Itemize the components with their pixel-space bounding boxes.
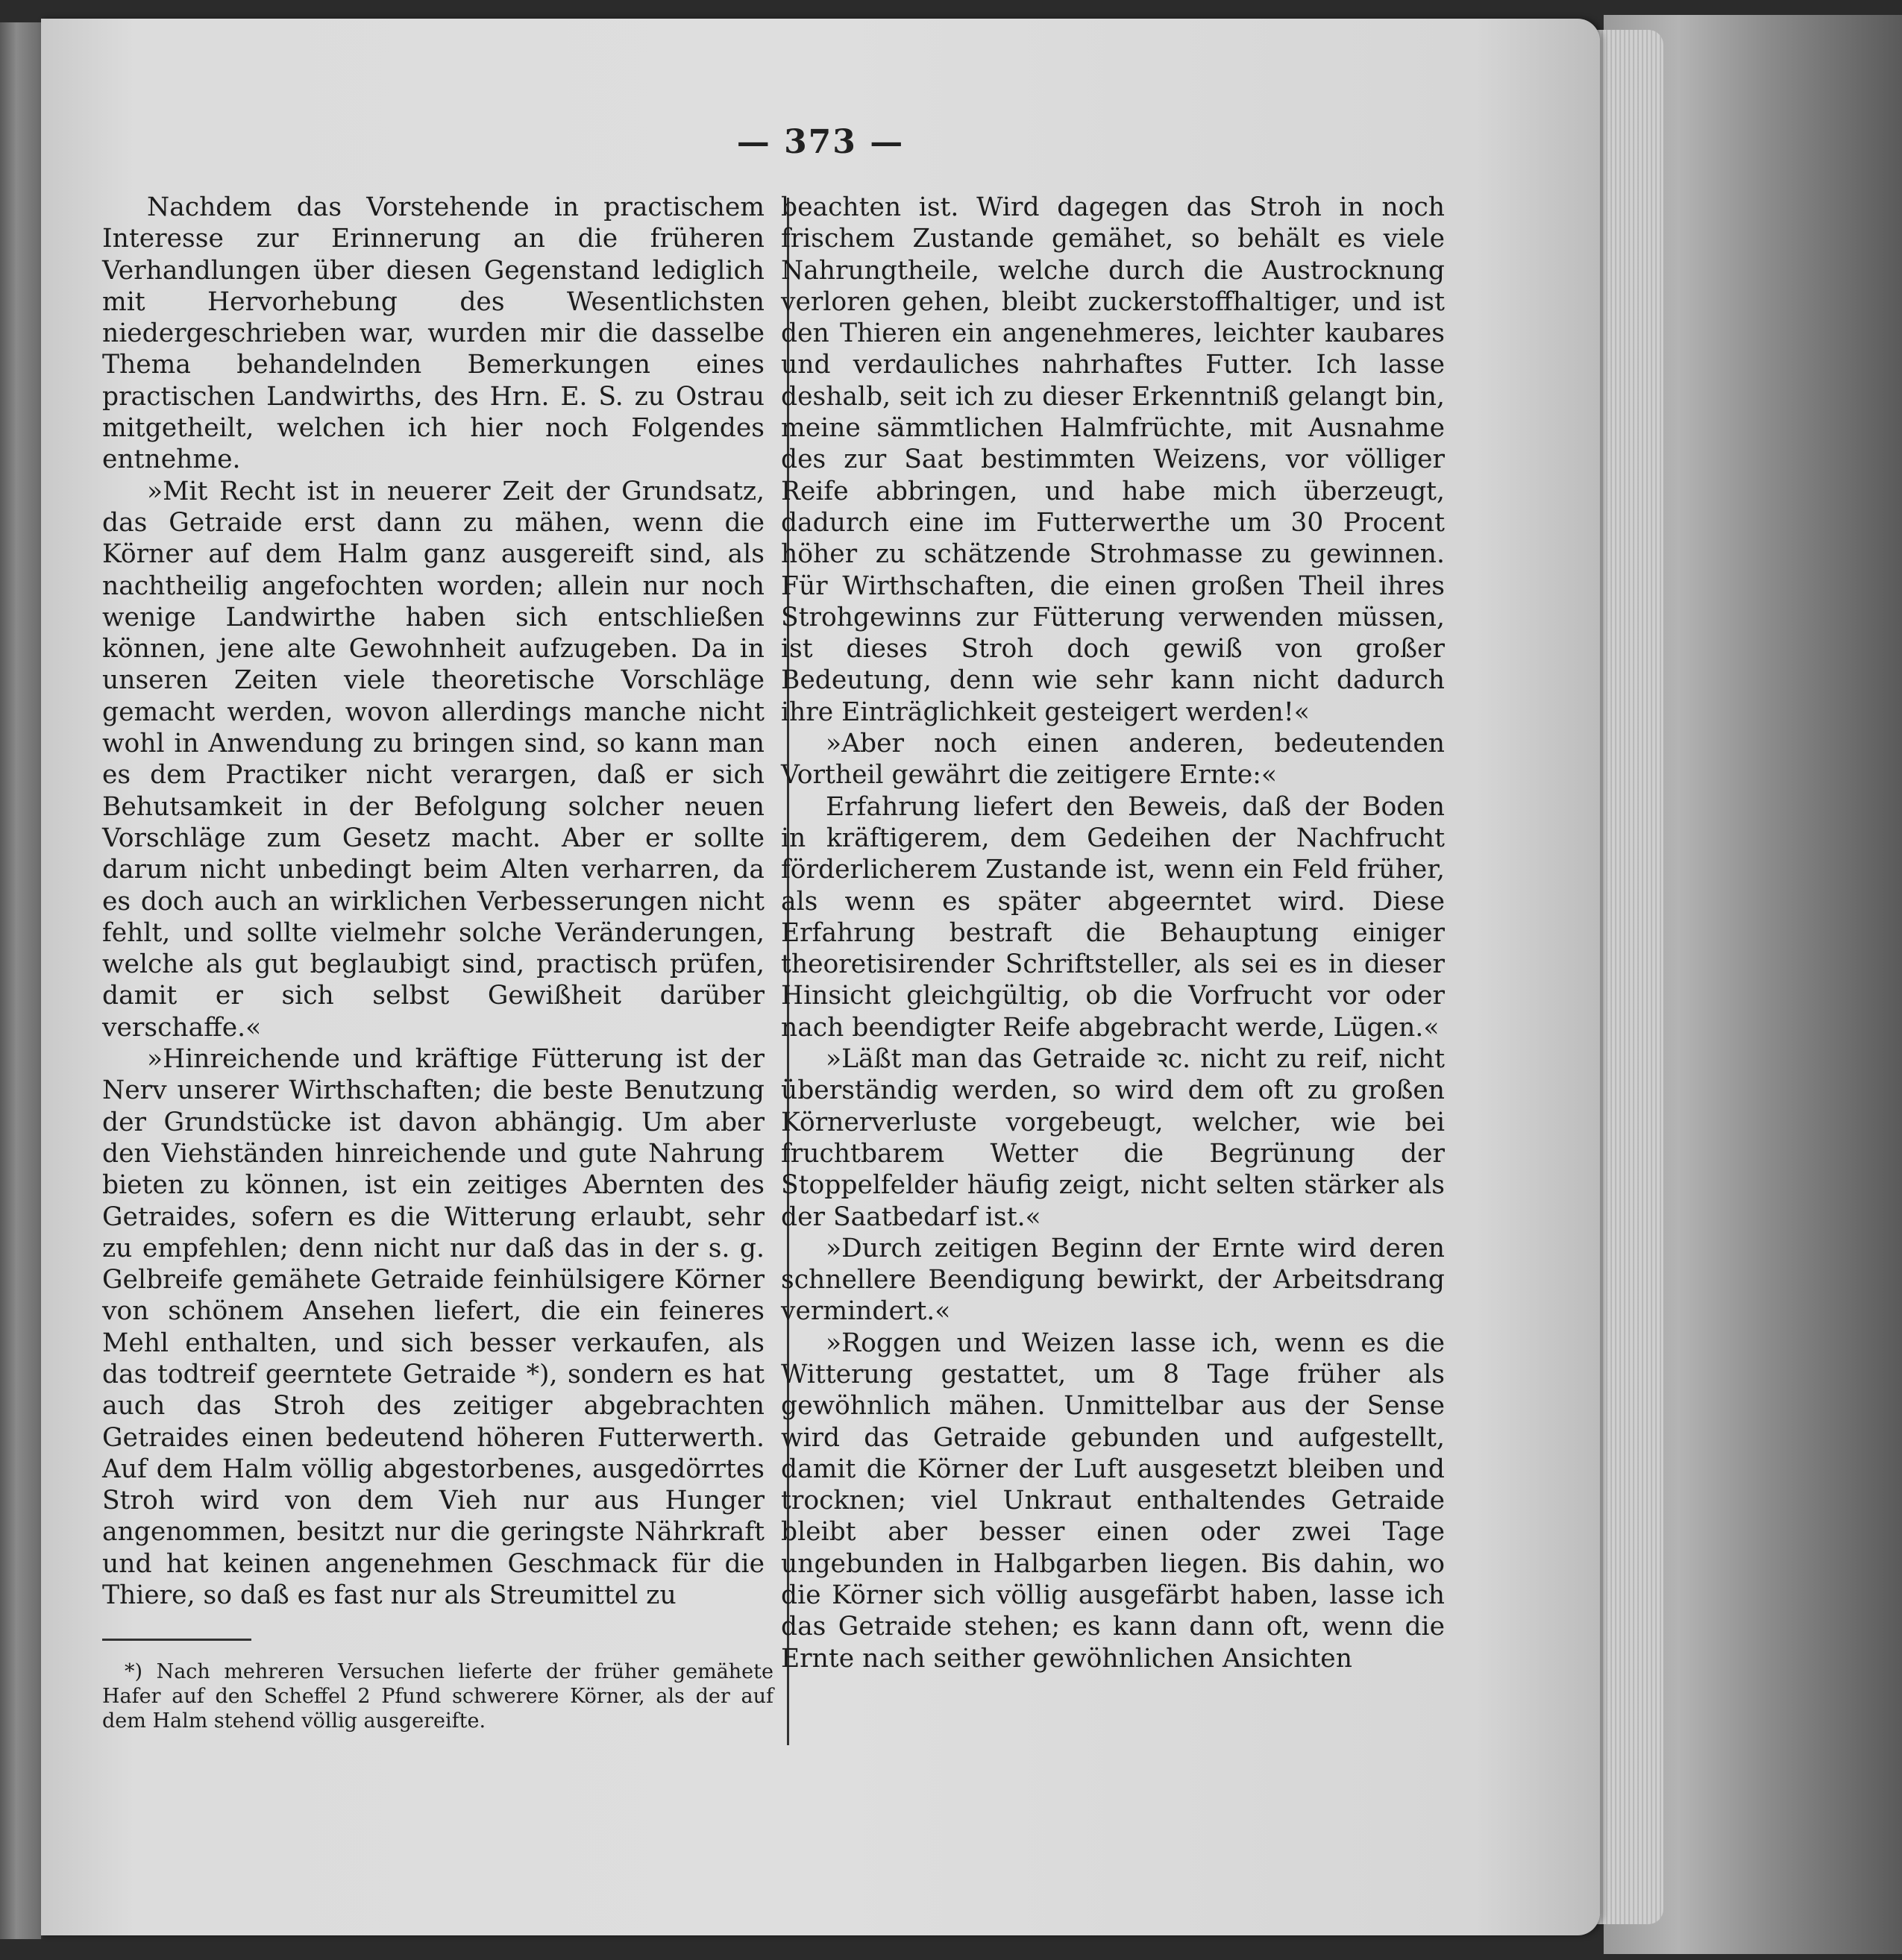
footnote (102, 1659, 773, 1733)
paragraph: Nachdem das Vorstehende in practischem Interesse zur Erinnerung an die früheren Verhandlungen über diesen Gegenstand lediglich mit Hervorhebung des Wesentlichsten niedergeschrieben war, wurden mir die dasselbe Thema behandelnden Bemerkungen eines practischen Landwirths, des Hrn. E. S. zu Ostrau mitgetheilt, welchen ich hier noch Folgendes entnehme. (102, 192, 765, 475)
paragraph: Erfahrung liefert den Beweis, daß der Boden in kräftigerem, dem Gedeihen der Nachfrucht förderlicherem Zustande ist, wenn ein Feld früher, als wenn es später abgeerntet wird. Diese Erfahrung bestraft die Behauptung einiger theoretisirender Schriftsteller, als sei es in dieser Hinsicht gleichgültig, ob die Vorfrucht vor oder nach beendigter Reife abgebracht werde, Lügen.« (781, 791, 1445, 1043)
book-page (41, 19, 1600, 1935)
left-column (102, 192, 765, 1611)
paragraph: »Mit Recht ist in neuerer Zeit der Grundsatz, das Getraide erst dann zu mähen, wenn die Körner auf dem Halm ganz ausgereift sind, als nachtheilig angefochten worden; allein nur noch wenige Landwirthe haben sich entschließen können, jene alte Gewohnheit aufzugeben. Da in unseren Zeiten viele theoretische Vorschläge gemacht werden, wovon allerdings manche nicht wohl in Anwendung zu bringen sind, so kann man es dem Practiker nicht verargen, daß er sich Behutsamkeit in der Befolgung solcher neuen Vorschläge zum Gesetz macht. Aber er sollte darum nicht unbedingt beim Alten verharren, da es doch auch an wirklichen Verbesserungen nicht fehlt, und sollte vielmehr solche Veränderungen, welche als gut beglaubigt sind, practisch prüfen, damit er sich selbst Gewißheit darüber verschaffe.« (102, 476, 765, 1043)
page-number: — 373 — (736, 123, 905, 161)
facing-page-edge (0, 22, 43, 1939)
paragraph: »Läßt man das Getraide ꝛc. nicht zu reif, nicht überständig werden, so wird dem oft zu großen Körnerverluste vorgebeugt, welcher, wie bei fruchtbarem Wetter die Begrünung der Stoppelfelder häufig zeigt, nicht selten stärker als der Saatbedarf ist.« (781, 1044, 1445, 1232)
paragraph: beachten ist. Wird dagegen das Stroh in noch frischem Zustande gemähet, so behält es viele Nahrungtheile, welche durch die Austrocknung verloren gehen, bleibt zuckerstoffhaltiger, und ist den Thieren ein angenehmeres, leichter kaubares und verdauliches nahrhaftes Futter. Ich lasse deshalb, seit ich zu dieser Erkenntniß gelangt bin, meine sämmtlichen Halmfrüchte, mit Ausnahme des zur Saat bestimmten Weizens, vor völliger Reife abbringen, und habe mich überzeugt, dadurch eine im Futterwerthe um 30 Procent höher zu schätzende Strohmasse zu gewinnen. Für Wirthschaften, die einen großen Theil ihres Strohgewinns zur Fütterung verwenden müssen, ist dieses Stroh doch gewiß von großer Bedeutung, denn wie sehr kann nicht dadurch ihre Einträglichkeit gesteigert werden!« (781, 192, 1445, 727)
right-column (765, 192, 1445, 1674)
paragraph: »Roggen und Weizen lasse ich, wenn es die Witterung gestattet, um 8 Tage früher als gewöhnlich mähen. Unmittelbar aus der Sense wird das Getraide gebunden und aufgestellt, damit die Körner der Luft ausgesetzt bleiben und trocknen; viel Unkraut enthaltendes Getraide bleibt aber besser einen oder zwei Tage ungebunden in Halbgarben liegen. Bis dahin, wo die Körner sich völlig ausgefärbt haben, lasse ich das Getraide stehen; es kann dann oft, wenn die Ernte nach seither gewöhnlichen Ansichten (781, 1328, 1445, 1674)
footnote-rule (102, 1639, 251, 1641)
paragraph: »Aber noch einen anderen, bedeutenden Vortheil gewährt die zeitigere Ernte:« (781, 729, 1445, 791)
paragraph: »Durch zeitigen Beginn der Ernte wird deren schnellere Beendigung bewirkt, der Arbeitsdrang vermindert.« (781, 1233, 1445, 1327)
paragraph: »Hinreichende und kräftige Fütterung ist der Nerv unserer Wirthschaften; die beste Benutzung der Grundstücke ist davon abhängig. Um aber den Viehständen hinreichende und gute Nahrung bieten zu können, ist ein zeitiges Abernten des Getraides, sofern es die Witterung erlaubt, sehr zu empfehlen; denn nicht nur daß das in der s. g. Gelbreife gemähete Getraide feinhülsigere Körner von schönem Ansehen liefert, die ein feineres Mehl enthalten, und sich besser verkaufen, als das todtreif geerntete Getraide *), sondern es hat auch das Stroh des zeitiger abgebrachten Getraides einen bedeutend höheren Futterwerth. Auf dem Halm völlig abgestorbenes, ausgedörrtes Stroh wird von dem Vieh nur aus Hunger angenommen, besitzt nur die geringste Nährkraft und hat keinen angenehmen Geschmack für die Thiere, so daß es fast nur als Streumittel zu (102, 1044, 765, 1611)
footnote-text: *) Nach mehreren Versuchen lieferte der früher gemähete Hafer auf den Scheffel 2 Pfund schwerere Körner, als der auf dem Halm stehend völlig ausgereifte. (102, 1660, 773, 1733)
